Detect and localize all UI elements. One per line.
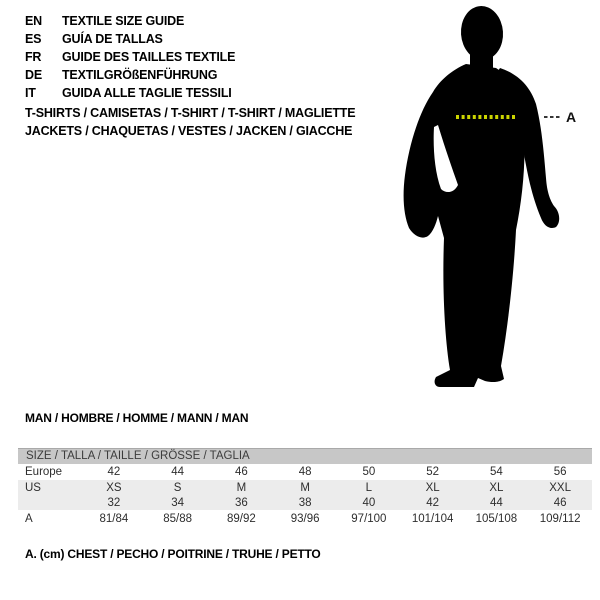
- size-cell: 40: [362, 496, 376, 509]
- size-cell: 38: [298, 496, 312, 509]
- row-label: US: [25, 481, 41, 494]
- size-cell: 105/108: [475, 513, 518, 525]
- size-cell: 56: [553, 466, 567, 478]
- size-cell: L: [365, 481, 373, 494]
- legend-row-en: [25, 12, 235, 30]
- size-cell: 101/104: [411, 513, 454, 525]
- lang-code: FR: [25, 50, 42, 64]
- lang-label: TEXTILGRÖßENFÜHRUNG: [62, 68, 218, 82]
- lang-label: GUIDE DES TAILLES TEXTILE: [62, 50, 236, 64]
- size-cell: 48: [298, 466, 312, 478]
- legend-row-de: [25, 66, 235, 84]
- size-cell: 50: [362, 466, 376, 478]
- size-cell: S: [173, 481, 182, 494]
- garment-categories: [25, 104, 355, 140]
- lang-code: IT: [25, 86, 36, 100]
- table-row-numeric: [18, 495, 592, 510]
- lang-code: ES: [25, 32, 42, 46]
- size-cell: M: [236, 481, 247, 494]
- lang-label: GUIDA ALLE TAGLIE TESSILI: [62, 86, 232, 100]
- section-title-man: MAN / HOMBRE / HOMME / MANN / MAN: [25, 411, 249, 425]
- measurement-footnote: A. (cm) CHEST / PECHO / POITRINE / TRUHE / PETTO: [25, 547, 321, 561]
- size-cell: 42: [107, 466, 121, 478]
- table-row-europe: [18, 464, 592, 480]
- size-cell: XL: [489, 481, 504, 494]
- size-cell: XL: [425, 481, 440, 494]
- size-cell: 81/84: [99, 513, 129, 525]
- size-cell: 109/112: [539, 513, 581, 525]
- size-cell: 32: [107, 496, 121, 509]
- lang-label: GUÍA DE TALLAS: [62, 32, 163, 46]
- lang-code: EN: [25, 14, 42, 28]
- size-cell: 93/96: [290, 513, 320, 525]
- size-cell: 97/100: [351, 513, 387, 525]
- size-cell: 44: [171, 466, 185, 478]
- size-cell: 54: [489, 466, 503, 478]
- size-cell: 36: [234, 496, 248, 509]
- size-cell: 34: [171, 496, 185, 509]
- table-row-us: [18, 480, 592, 495]
- size-cell: M: [300, 481, 310, 494]
- size-table-header: SIZE / TALLA / TAILLE / GRÖSSE / TAGLIA: [18, 448, 592, 464]
- legend-row-fr: [25, 48, 235, 66]
- language-legend: [25, 12, 235, 102]
- row-label: A: [25, 513, 33, 525]
- size-cell: 44: [489, 496, 503, 509]
- size-cell: 42: [426, 496, 440, 509]
- size-cell: 46: [234, 466, 248, 478]
- table-row-chest-a: [18, 510, 592, 528]
- category-tshirts: T-SHIRTS / CAMISETAS / T-SHIRT / T-SHIRT / MAGLIETTE: [25, 106, 356, 120]
- size-cell: 46: [553, 496, 567, 509]
- size-cell: 52: [426, 466, 440, 478]
- lang-code: DE: [25, 68, 42, 82]
- man-silhouette-icon: [390, 0, 600, 400]
- category-jackets: JACKETS / CHAQUETAS / VESTES / JACKEN / GIACCHE: [25, 124, 353, 138]
- legend-row-es: [25, 30, 235, 48]
- table-band: [18, 480, 592, 510]
- legend-row-it: [25, 84, 235, 102]
- man-silhouette-figure: [390, 0, 600, 400]
- measure-label-a: A: [566, 109, 577, 125]
- size-cell: XXL: [549, 481, 571, 494]
- size-cell: 85/88: [163, 513, 193, 525]
- size-cell: 89/92: [226, 513, 256, 525]
- size-table: [18, 448, 592, 528]
- size-cell: XS: [106, 481, 122, 494]
- row-label: Europe: [25, 466, 63, 478]
- lang-label: TEXTILE SIZE GUIDE: [62, 14, 185, 28]
